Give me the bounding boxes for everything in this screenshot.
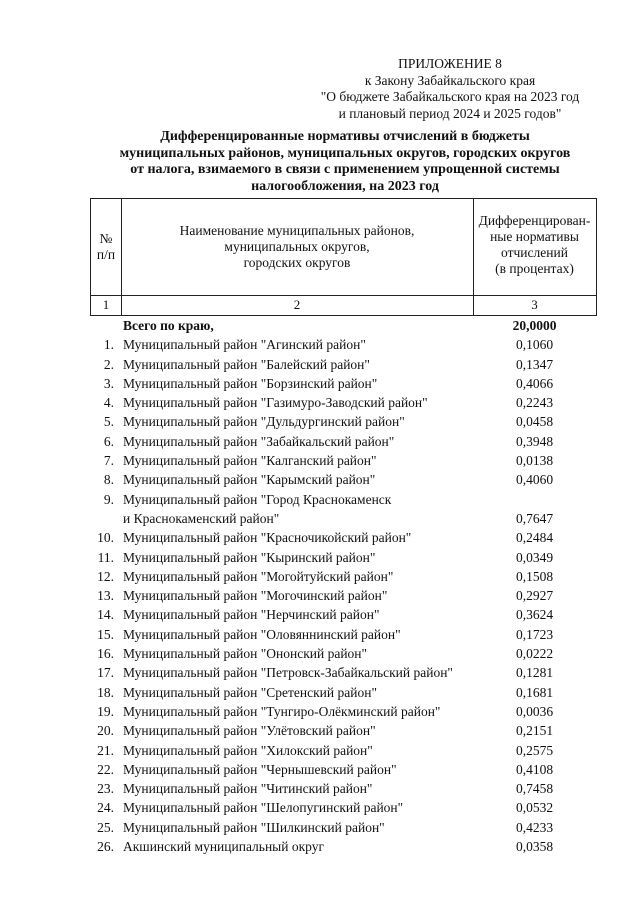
row-value: 0,0532 [515,800,554,816]
row-name: Муниципальный район "Хилокский район" [123,742,373,758]
row-number: 19. [97,703,114,719]
table-row [90,837,600,856]
table-row [90,721,600,740]
title-line: муниципальных районов, муниципальных округов, городских округов [119,145,571,161]
row-value: 0,1508 [515,568,554,584]
header-divider [91,295,596,296]
table-row [90,528,600,547]
row-value: 0,2927 [515,588,554,604]
title-line: Дифференцированные нормативы отчислений в бюджеты [160,129,530,144]
header-text: Дифференцирован- [478,213,591,228]
table-row [90,741,600,760]
row-name: Муниципальный район "Кыринский район" [123,549,376,565]
appendix-number: ПРИЛОЖЕНИЕ 8 [398,56,502,71]
table-row [90,605,600,624]
column-number: 3 [531,297,538,312]
table-row [90,451,600,470]
total-value: 20,0000 [512,318,557,333]
row-number: 14. [97,607,114,623]
row-value: 0,1060 [515,337,554,353]
header-text: отчислений [501,245,568,260]
table-header [90,198,597,316]
row-name: Муниципальный район "Дульдургинский район" [123,414,405,430]
row-number: 20. [97,723,114,739]
table-row [90,490,600,529]
row-number: 8. [103,472,114,488]
table-row [90,702,600,721]
row-value: 0,0222 [515,646,554,662]
row-number: 16. [97,646,114,662]
row-name: Муниципальный район "Оловяннинский район" [123,626,401,642]
total-row [90,316,600,335]
row-name: Муниципальный район "Балейский район" [123,356,370,372]
row-number: 23. [97,781,114,797]
row-number: 25. [97,819,114,835]
table-row [90,818,600,837]
row-name: Муниципальный район "Ононский район" [123,646,368,662]
row-number: 11. [97,549,114,565]
row-name: Муниципальный район "Забайкальский район" [123,433,395,449]
header-text: п/п [96,247,116,262]
row-value: 0,3948 [515,433,554,449]
title-line: от налога, взимаемого в связи с применением упрощенной системы [130,162,560,177]
table-body [90,316,600,856]
row-value: 0,4060 [515,472,554,488]
row-name: Муниципальный район "Шелопугинский район" [123,800,404,816]
table-row [90,412,600,431]
table-row [90,663,600,682]
title-line: налогообложения, на 2023 год [251,178,439,194]
table-row [90,335,600,354]
row-value: 0,7647 [515,510,554,526]
row-value: 0,0358 [515,839,554,855]
row-value: 0,1723 [515,626,554,642]
row-name: Муниципальный район "Улётовский район" [123,723,376,739]
row-number: 5. [103,414,114,430]
row-number: 24. [97,800,114,816]
header-text: городских округов [243,255,351,270]
table-row [90,798,600,817]
row-value: 0,0138 [515,453,554,469]
row-value: 0,0036 [515,703,554,719]
table-row [90,355,600,374]
header-value [473,213,596,277]
row-value: 0,2484 [515,530,554,546]
row-number: 3. [103,375,114,391]
row-value: 0,0349 [515,549,554,565]
appendix-law-period: и плановый период 2024 и 2025 годов" [338,105,562,121]
table-row [90,432,600,451]
row-name: Муниципальный район "Борзинский район" [123,375,378,391]
row-value: 0,3624 [515,607,554,623]
header-text: (в процентах) [495,261,574,276]
row-name: Муниципальный район "Газимуро-Заводский район" [123,395,428,411]
row-name: Муниципальный район "Чернышевский район" [123,761,397,777]
row-value: 0,2575 [515,742,554,758]
row-value: 0,2151 [515,723,554,739]
row-value: 0,4233 [515,819,554,835]
row-number: 17. [97,665,114,681]
table-row [90,779,600,798]
table-row [90,470,600,489]
row-name: Муниципальный район "Карымский район" [123,472,376,488]
row-name: Муниципальный район "Тунгиро-Олёкминский район" [123,703,441,719]
document-title [90,129,600,195]
table-row [90,586,600,605]
table-row [90,625,600,644]
row-value: 0,1347 [515,356,554,372]
appendix-header [300,56,600,122]
column-number: 2 [293,297,301,312]
row-name: Муниципальный район "Сретенский район" [123,684,377,700]
row-value: 0,0458 [515,414,554,430]
row-number: 9. [103,491,114,507]
row-number: 4. [103,395,114,411]
row-number: 10. [97,530,114,546]
row-number: 12. [97,568,114,584]
row-number: 18. [97,684,114,700]
row-name: Муниципальный район "Могойтуйский район" [123,568,394,584]
table-row [90,644,600,663]
header-text: № [99,231,113,246]
row-name-line: Муниципальный район "Город Краснокаменск [123,491,392,507]
row-value: 0,1681 [515,684,554,700]
row-number: 13. [97,588,114,604]
row-name: Муниципальный район "Читинский район" [123,781,373,797]
row-name: Муниципальный район "Петровск-Забайкальский район" [123,665,453,681]
appendix-law-title: "О бюджете Забайкальского края на 2023 год [320,89,580,104]
row-number: 26. [97,839,114,855]
row-name: Муниципальный район "Шилкинский район" [123,819,385,835]
row-name [123,490,391,529]
header-name [121,223,473,271]
column-number: 1 [102,297,110,312]
total-label: Всего по краю, [123,318,214,333]
table-row [90,548,600,567]
table-row [90,567,600,586]
table-row [90,393,600,412]
table-row [90,374,600,393]
row-number: 2. [103,356,114,372]
row-name-line: и Краснокаменский район" [123,510,280,526]
row-number: 22. [97,761,114,777]
row-value: 0,1281 [515,665,554,681]
row-number: 7. [103,453,114,469]
row-number: 1. [103,337,114,353]
table-row [90,683,600,702]
row-name: Муниципальный район "Могочинский район" [123,588,388,604]
row-name: Муниципальный район "Красночикойский район" [123,530,412,546]
row-number: 6. [103,433,114,449]
header-num [91,231,121,263]
row-name: Акшинский муниципальный округ [123,839,325,855]
table-row [90,760,600,779]
row-name: Муниципальный район "Нерчинский район" [123,607,380,623]
row-number: 15. [97,626,114,642]
row-value: 0,4108 [515,761,554,777]
row-value: 0,4066 [515,375,554,391]
header-text: ные нормативы [490,229,579,244]
row-value: 0,2243 [515,395,554,411]
row-name: Муниципальный район "Калганский район" [123,453,377,469]
row-name: Муниципальный район "Агинский район" [123,337,366,353]
row-value: 0,7458 [515,781,554,797]
appendix-law-ref: к Закону Забайкальского края [364,72,536,88]
header-text: Наименование муниципальных районов, [179,223,415,238]
header-text: муниципальных округов, [224,239,370,254]
row-number: 21. [97,742,114,758]
